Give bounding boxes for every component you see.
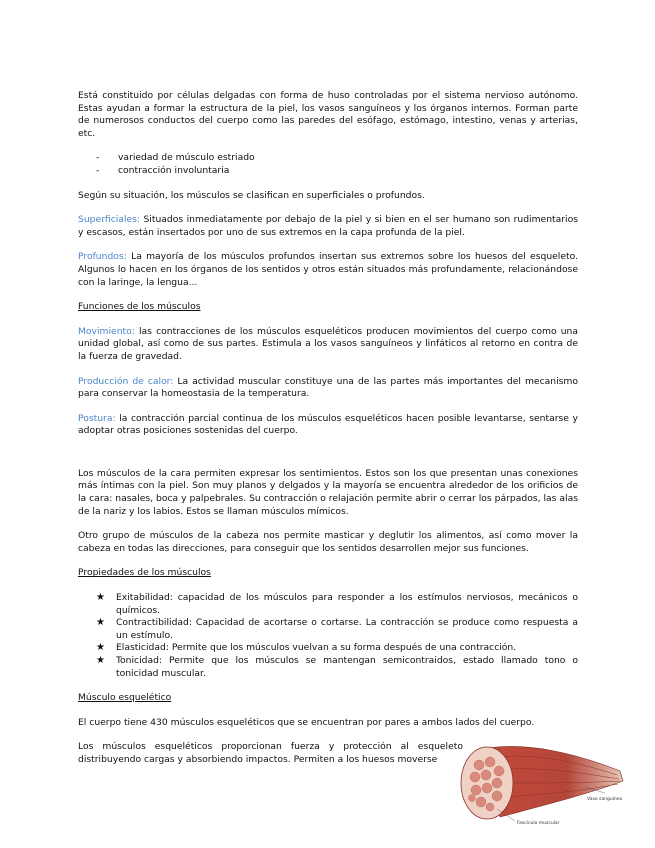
postura-paragraph bbox=[78, 413, 578, 438]
postura-term: Postura: bbox=[78, 412, 116, 424]
funciones-heading: Funciones de los músculos bbox=[78, 301, 201, 313]
spacer bbox=[78, 450, 578, 468]
cara-paragraph: Los músculos de la cara permiten expresar los sentimientos. Estos son los que presentan unas conexiones más íntimas con la piel. Son muy planos y delgados y la mayoría se encuentra alrededor de los orificios de la cara: nasales, boca y palpebrales. Su contracción o relajación permite abrir o cerrar los párpados, las alas de la nariz y los labios. Estos se llaman músculos mímicos. bbox=[78, 467, 578, 517]
list-item: - contracción involuntaria bbox=[78, 165, 578, 178]
superficiales-term: Superficiales: bbox=[78, 214, 141, 226]
superficiales-text: Situados inmediatamente por debajo de la piel y si bien en el ser humano son rudimentarios y escasos, están insertados por uno de sus extremos en la capa profunda de la piel. bbox=[78, 214, 578, 238]
superficiales-paragraph bbox=[78, 214, 578, 239]
star-icon: ★ bbox=[96, 617, 105, 629]
propiedades-heading: Propiedades de los músculos bbox=[78, 567, 211, 579]
list-item bbox=[78, 655, 578, 680]
movimiento-term: Movimiento: bbox=[78, 325, 135, 337]
dash-list bbox=[78, 152, 578, 177]
star-icon: ★ bbox=[96, 642, 105, 654]
esqueletico-heading: Músculo esquelético bbox=[78, 692, 172, 704]
muscle-illustration bbox=[455, 735, 625, 835]
classification-paragraph: Según su situación, los músculos se clasifican en superficiales o profundos. bbox=[78, 189, 425, 201]
list-item bbox=[78, 642, 578, 655]
fuerza-paragraph: Los músculos esqueléticos proporcionan fuerza y protección al esqueleto distribuyendo cargas y absorbiendo impactos. Permiten a los huesos moverse bbox=[78, 741, 463, 765]
muscle-drawing bbox=[455, 735, 625, 835]
calor-text: La actividad muscular constituye una de las partes más importantes del mecanismo para conservar la homeostasia de la temperatura. bbox=[78, 375, 578, 400]
propiedades-list bbox=[78, 592, 578, 680]
star-icon: ★ bbox=[96, 592, 105, 604]
list-item-text: Tonicidad: Permite que los músculos se mantengan semicontraidos, estado llamado tono o tonicidad muscular. bbox=[116, 655, 578, 679]
figure-label-bottom: Fascículo muscular bbox=[517, 821, 560, 826]
star-icon: ★ bbox=[96, 655, 105, 666]
cabeza-paragraph: Otro grupo de músculos de la cabeza nos permite masticar y deglutir los alimentos, así como mover la cabeza en todas las direcciones, para conseguir que los sentidos desarrollen mejor sus funciones. bbox=[78, 530, 578, 554]
movimiento-text: las contracciones de los músculos esqueléticos producen movimientos del cuerpo como una unidad global, así como de sus partes. Estimula a los vasos sanguíneos y linfáticos al retorno en contra de la fuerza de gravedad. bbox=[78, 325, 578, 362]
esqueletico-paragraph: El cuerpo tiene 430 músculos esqueléticos que se encuentran por pares a ambos lados del cuerpo. bbox=[78, 716, 535, 728]
intro-paragraph: Está constituido por células delgadas con forma de huso controladas por el sistema nervioso autónomo. Estas ayudan a formar la estructura de la piel, los vasos sanguíneos y los órganos internos. Forman parte de numerosos conductos del cuerpo como las paredes del esófago, estómago, intestino, venas y arterias, etc. bbox=[78, 90, 578, 139]
profundos-text: La mayoría de los músculos profundos insertan sus extremos sobre los huesos del esqueleto. Algunos lo hacen en los órganos de los sentidos y otros están situados más profundamente, relacionándose con la laringe, la lengua... bbox=[78, 251, 578, 288]
figure-label-right: Vaso sanguíneo bbox=[587, 797, 623, 802]
list-item: - variedad de músculo estriado bbox=[78, 152, 578, 165]
list-item-text: Exitabilidad: capacidad de los músculos para responder a los estímulos nerviosos, mecánicos o químicos. bbox=[116, 592, 578, 616]
document-body bbox=[78, 90, 578, 767]
calor-term: Producción de calor: bbox=[78, 375, 174, 387]
list-item-text: Contractibilidad: Capacidad de acortarse o cortarse. La contracción se produce como respuesta a un estímulo. bbox=[116, 617, 578, 641]
profundos-paragraph bbox=[78, 251, 578, 289]
movimiento-paragraph bbox=[78, 326, 578, 364]
list-item bbox=[78, 592, 578, 617]
list-item-text: Elasticidad: Permite que los músculos vuelvan a su forma después de una contracción. bbox=[116, 642, 517, 654]
calor-paragraph bbox=[78, 376, 578, 401]
postura-text: la contracción parcial continua de los músculos esqueléticos hacen posible levantarse, sentarse y adoptar otras posiciones sostenidas del cuerpo. bbox=[78, 412, 578, 437]
profundos-term: Profundos: bbox=[78, 251, 127, 263]
list-item bbox=[78, 617, 578, 642]
